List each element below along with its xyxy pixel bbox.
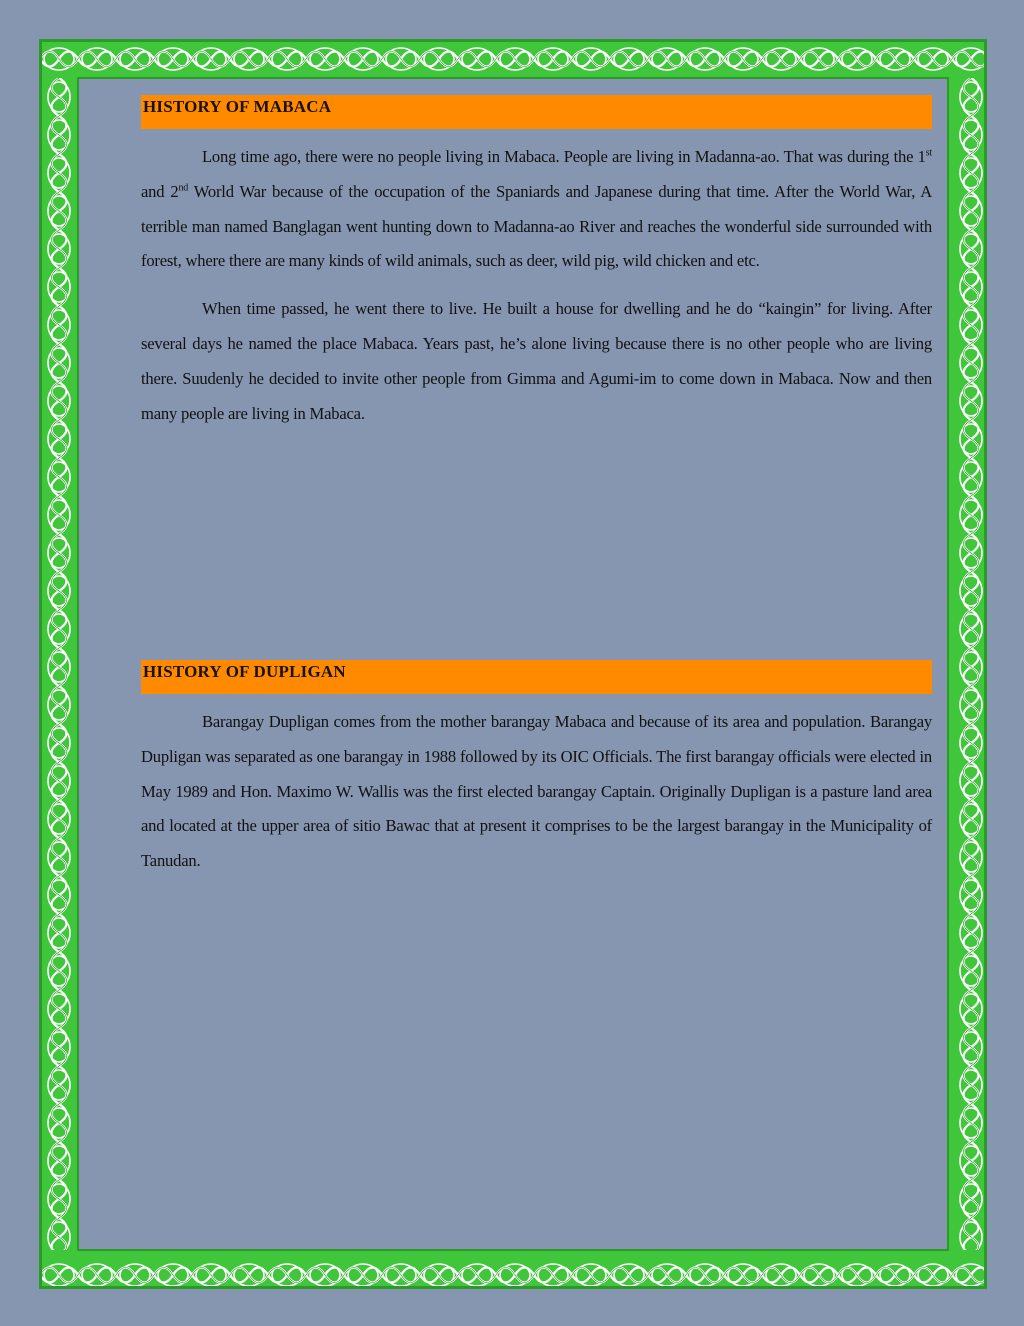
paragraph: When time passed, he went there to live. He built a house for dwelling and he do “kaingin” for living. After several days he named the place Mabaca. Years past, he’s alone living because there is no other people who are living there. Suudenly he decided to invite other people from Gimma and Agumi-im to come down in Mabaca. Now and then many people are living in Mabaca.: [141, 299, 932, 423]
section-dupligan: [141, 660, 932, 879]
section-mabaca: [141, 95, 932, 431]
superscript: st: [925, 147, 932, 159]
paragraph: Barangay Dupligan comes from the mother barangay Mabaca and because of its area and population. Barangay Dupligan was separated as one barangay in 1988 followed by its OIC Officials. The first barangay officials were elected in May 1989 and Hon. Maximo W. Wallis was the first elected barangay Captain. Originally Dupligan is a pasture land area and located at the upper area of sitio Bawac that at present it comprises to be the largest barangay in the Municipality of Tanudan.: [141, 712, 932, 871]
text-run: and 2: [141, 181, 179, 201]
superscript: nd: [178, 182, 189, 194]
section-heading: HISTORY OF DUPLIGAN: [141, 660, 932, 694]
text-run: Long time ago, there were no people living in Mabaca. People are living in Madanna-ao. That was during the 1: [202, 147, 926, 166]
section-body: [141, 140, 932, 431]
section-heading: HISTORY OF MABACA: [141, 95, 932, 129]
text-run: World War because of the occupation of the Spaniards and Japanese during that time. After the World War, A terrible man named Banglagan went hunting down to Madanna-ao River and reaches the wonderful side surrounded with forest, where there are many kinds of wild animals, such as deer, wild pig, wild chicken and etc.: [141, 181, 932, 271]
paragraph: [141, 140, 932, 279]
section-body: [141, 705, 932, 879]
page-content: [141, 95, 932, 871]
